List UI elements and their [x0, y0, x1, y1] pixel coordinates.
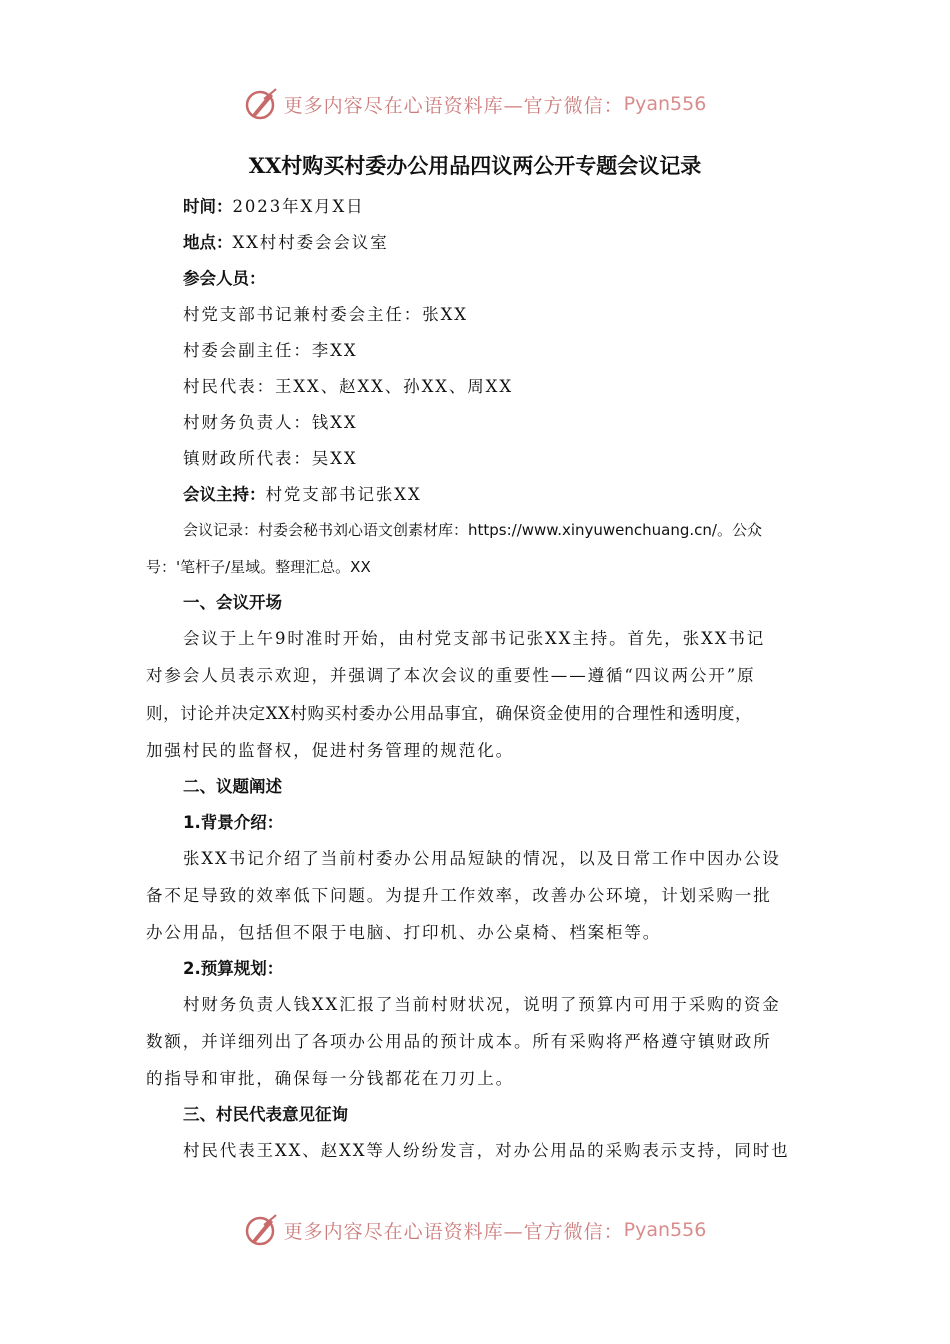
section-heading: 三、村民代表意见征询	[183, 1105, 348, 1124]
attendee-item: 镇财政所代表：吴XX	[183, 449, 358, 468]
quill-logo-icon	[244, 87, 278, 121]
meta-attendees-label: 参会人员：	[183, 269, 266, 288]
subsection-heading: 2.预算规划：	[183, 959, 284, 978]
document-title: XX村购买村委办公用品四议两公开专题会议记录	[248, 153, 702, 178]
meta-place: 地点：XX村村委会会议室	[183, 233, 389, 252]
attendee-item: 村财务负责人：钱XX	[183, 413, 358, 432]
banner-wechat-id: Pyan556	[623, 1219, 707, 1241]
subsection-heading: 1.背景介绍：	[183, 813, 284, 832]
paragraph-line: 张XX书记介绍了当前村委办公用品短缺的情况，以及日常工作中因办公设	[183, 849, 781, 868]
paragraph-line: 对参会人员表示欢迎，并强调了本次会议的重要性——遵循“四议两公开”原	[146, 666, 756, 685]
paragraph-line: 办公用品，包括但不限于电脑、打印机、办公桌椅、档案柜等。	[146, 923, 662, 942]
banner-wechat-id: Pyan556	[623, 93, 707, 115]
paragraph-line: 村民代表王XX、赵XX等人纷纷发言，对办公用品的采购表示支持，同时也	[183, 1141, 790, 1160]
meta-record-line: 会议记录：村委会秘书刘心语文创素材库：https://www.xinyuwenchuang.cn/。公众	[183, 521, 762, 539]
paragraph-line: 数额，并详细列出了各项办公用品的预计成本。所有采购将严格遵守镇财政所	[146, 1032, 772, 1051]
paragraph-line: 备不足导致的效率低下问题。为提升工作效率，改善办公环境，计划采购一批	[146, 886, 772, 905]
paragraph-line: 村财务负责人钱XX汇报了当前村财状况，说明了预算内可用于采购的资金	[183, 995, 781, 1014]
footer-banner	[0, 1210, 950, 1250]
header-banner	[0, 84, 950, 124]
meta-time: 时间：2023年X月X日	[183, 197, 365, 216]
paragraph-line: 加强村民的监督权，促进村务管理的规范化。	[146, 741, 514, 760]
section-heading: 一、会议开场	[183, 593, 282, 612]
attendee-item: 村党支部书记兼村委会主任：张XX	[183, 305, 468, 324]
meta-host: 会议主持：村党支部书记张XX	[183, 485, 422, 504]
paragraph-line: 的指导和审批，确保每一分钱都花在刀刃上。	[146, 1069, 514, 1088]
banner-text: 更多内容尽在心语资料库—官方微信：	[283, 1220, 624, 1243]
banner-text: 更多内容尽在心语资料库—官方微信：	[283, 94, 624, 117]
quill-logo-icon	[244, 1213, 278, 1247]
attendee-item: 村民代表：王XX、赵XX、孙XX、周XX	[183, 377, 513, 396]
section-heading: 二、议题阐述	[183, 777, 282, 796]
attendee-item: 村委会副主任：李XX	[183, 341, 358, 360]
paragraph-line: 会议于上午9时准时开始，由村党支部书记张XX主持。首先，张XX书记	[183, 629, 766, 648]
paragraph-line: 则，讨论并决定XX村购买村委办公用品事宜，确保资金使用的合理性和透明度，	[146, 704, 753, 723]
meta-record-line: 号：'笔杆子/星域。整理汇总。XX	[146, 558, 371, 576]
